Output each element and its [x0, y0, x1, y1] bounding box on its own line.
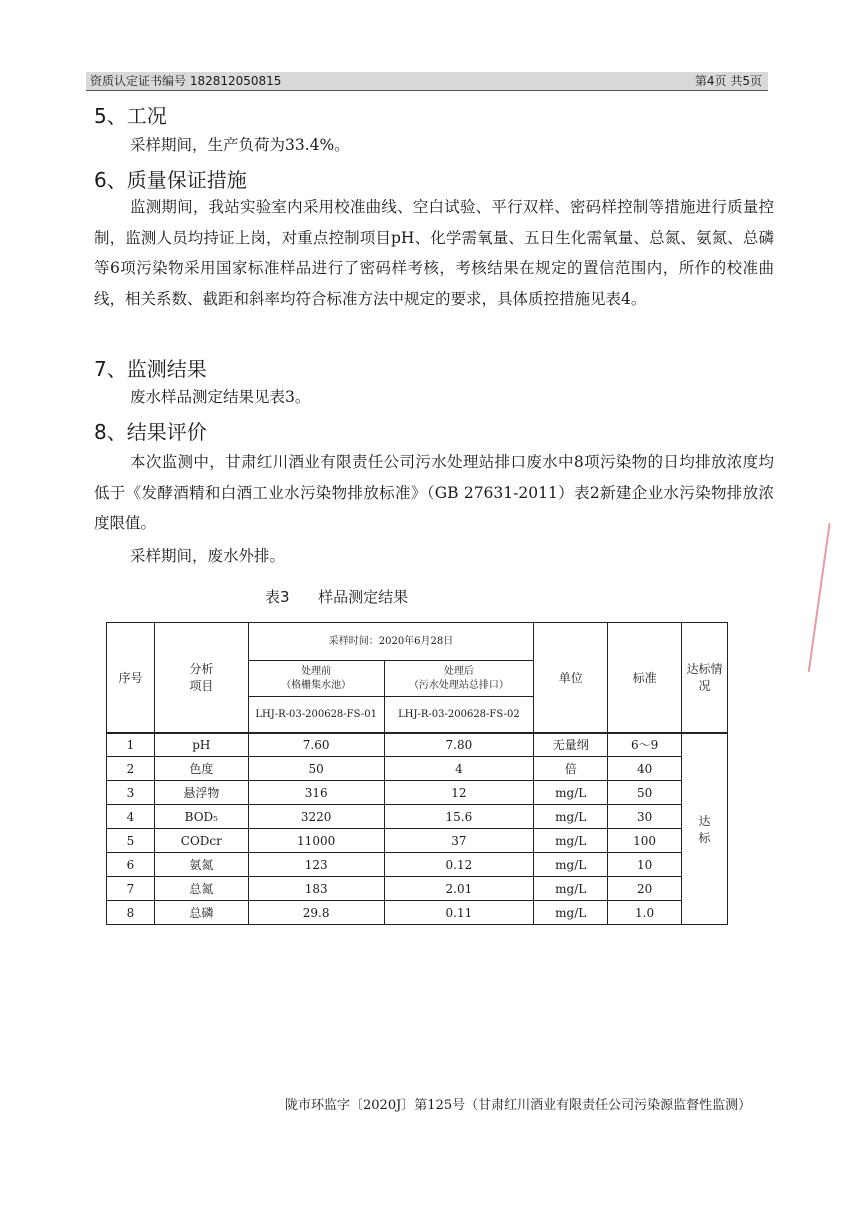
cell-no: 3	[107, 781, 155, 805]
header-before-line2: （格栅集水池）	[281, 679, 352, 691]
footer-reference: 陇市环监字〔2020J〕第125号（甘肃红川酒业有限责任公司污染源监督性监测）	[285, 1098, 752, 1113]
cell-unit: mg/L	[534, 829, 608, 853]
table-row	[107, 901, 728, 925]
cell-standard: 20	[608, 877, 682, 901]
cell-no: 2	[107, 757, 155, 781]
cell-after: 0.11	[384, 901, 534, 925]
header-before-code: LHJ-R-03-200628-FS-01	[248, 697, 384, 733]
paragraph: 本次监测中，甘肃红川酒业有限责任公司污水处理站排口废水中8项污染物的日均排放浓度均低于《发酵酒精和白酒工业水污染物排放标准》（GB 27631-2011）表2新建企业水污染物排放浓度限值。	[94, 453, 774, 533]
header-standard: 标准	[608, 623, 682, 733]
header-seq: 序号	[107, 623, 155, 733]
table-row	[107, 757, 728, 781]
cell-item: 氨氮	[154, 853, 248, 877]
page-info: 第4页 共5页	[694, 74, 762, 88]
table-caption-label: 表3	[265, 588, 290, 606]
cell-standard: 1.0	[608, 901, 682, 925]
cell-unit: 倍	[534, 757, 608, 781]
table-caption	[265, 586, 408, 607]
cell-standard: 30	[608, 805, 682, 829]
header-after	[384, 661, 534, 697]
paragraph: 采样期间，生产负荷为33.4%。	[130, 136, 350, 154]
header-after-line2: （污水处理站总排口）	[408, 679, 509, 691]
header-status-line1: 达标情	[686, 662, 723, 677]
section-title: 7、监测结果	[94, 357, 207, 381]
header-item	[154, 623, 248, 733]
cell-before: 50	[248, 757, 384, 781]
seal-stamp	[808, 523, 860, 677]
cell-after: 12	[384, 781, 534, 805]
table-row	[107, 877, 728, 901]
cell-before: 3220	[248, 805, 384, 829]
cell-item: 色度	[154, 757, 248, 781]
cell-before: 316	[248, 781, 384, 805]
section-title: 8、结果评价	[94, 420, 207, 444]
header-after-line1: 处理后	[443, 666, 474, 677]
cell-standard: 10	[608, 853, 682, 877]
cell-after: 15.6	[384, 805, 534, 829]
cell-no: 4	[107, 805, 155, 829]
cell-standard: 100	[608, 829, 682, 853]
cell-unit: mg/L	[534, 877, 608, 901]
cell-no: 1	[107, 733, 155, 757]
cell-before: 123	[248, 853, 384, 877]
header-bar	[86, 72, 768, 91]
cell-standard: 6～9	[608, 733, 682, 757]
header-unit: 单位	[534, 623, 608, 733]
cell-no: 8	[107, 901, 155, 925]
cell-item: BOD₅	[154, 805, 248, 829]
status-line2: 标	[698, 830, 711, 845]
table-caption-title: 样品测定结果	[318, 588, 409, 606]
cell-item: 总磷	[154, 901, 248, 925]
paragraph: 监测期间，我站实验室内采用校准曲线、空白试验、平行双样、密码样控制等措施进行质量控制，监测人员均持证上岗，对重点控制项目pH、化学需氧量、五日生化需氧量、总氮、氨氮、总磷等6项污染物采用国家标准样品进行了密码样考核，考核结果在规定的置信范围内，所作的校准曲线，相关系数、截距和斜率均符合标准方法中规定的要求，具体质控措施见表4。	[94, 198, 774, 308]
header-after-code: LHJ-R-03-200628-FS-02	[384, 697, 534, 733]
header-before	[248, 661, 384, 697]
paragraph: 采样期间，废水外排。	[130, 547, 286, 565]
cell-no: 5	[107, 829, 155, 853]
header-before-line1: 处理前	[301, 666, 332, 677]
table-row	[107, 853, 728, 877]
status-line1: 达	[698, 813, 711, 828]
cell-item: 悬浮物	[154, 781, 248, 805]
table-row	[107, 805, 728, 829]
cell-item: CODcr	[154, 829, 248, 853]
header-item-line1: 分析	[189, 662, 214, 677]
cell-item: pH	[154, 733, 248, 757]
cert-number: 资质认定证书编号 182812050815	[90, 74, 282, 88]
cell-unit: mg/L	[534, 901, 608, 925]
cell-unit: mg/L	[534, 781, 608, 805]
table-row	[107, 781, 728, 805]
cell-unit: mg/L	[534, 853, 608, 877]
cell-after: 4	[384, 757, 534, 781]
cell-unit: 无量纲	[534, 733, 608, 757]
results-table	[106, 622, 728, 925]
cell-after: 7.80	[384, 733, 534, 757]
cell-before: 7.60	[248, 733, 384, 757]
header-item-line2: 项目	[189, 679, 214, 694]
cell-unit: mg/L	[534, 805, 608, 829]
paragraph: 废水样品测定结果见表3。	[130, 388, 311, 406]
cell-standard: 50	[608, 781, 682, 805]
cell-before: 29.8	[248, 901, 384, 925]
table-row	[107, 829, 728, 853]
header-status-line2: 况	[698, 679, 711, 694]
cell-no: 7	[107, 877, 155, 901]
header-sampling-time: 采样时间：2020年6月28日	[248, 623, 534, 661]
table-row	[107, 733, 728, 757]
cell-standard: 40	[608, 757, 682, 781]
section-title: 6、质量保证措施	[94, 168, 247, 192]
header-status	[682, 623, 728, 733]
cell-after: 0.12	[384, 853, 534, 877]
cell-after: 37	[384, 829, 534, 853]
cell-status	[682, 733, 728, 925]
cell-before: 183	[248, 877, 384, 901]
section-title: 5、工况	[94, 104, 167, 128]
cell-after: 2.01	[384, 877, 534, 901]
cell-before: 11000	[248, 829, 384, 853]
cell-no: 6	[107, 853, 155, 877]
cell-item: 总氮	[154, 877, 248, 901]
